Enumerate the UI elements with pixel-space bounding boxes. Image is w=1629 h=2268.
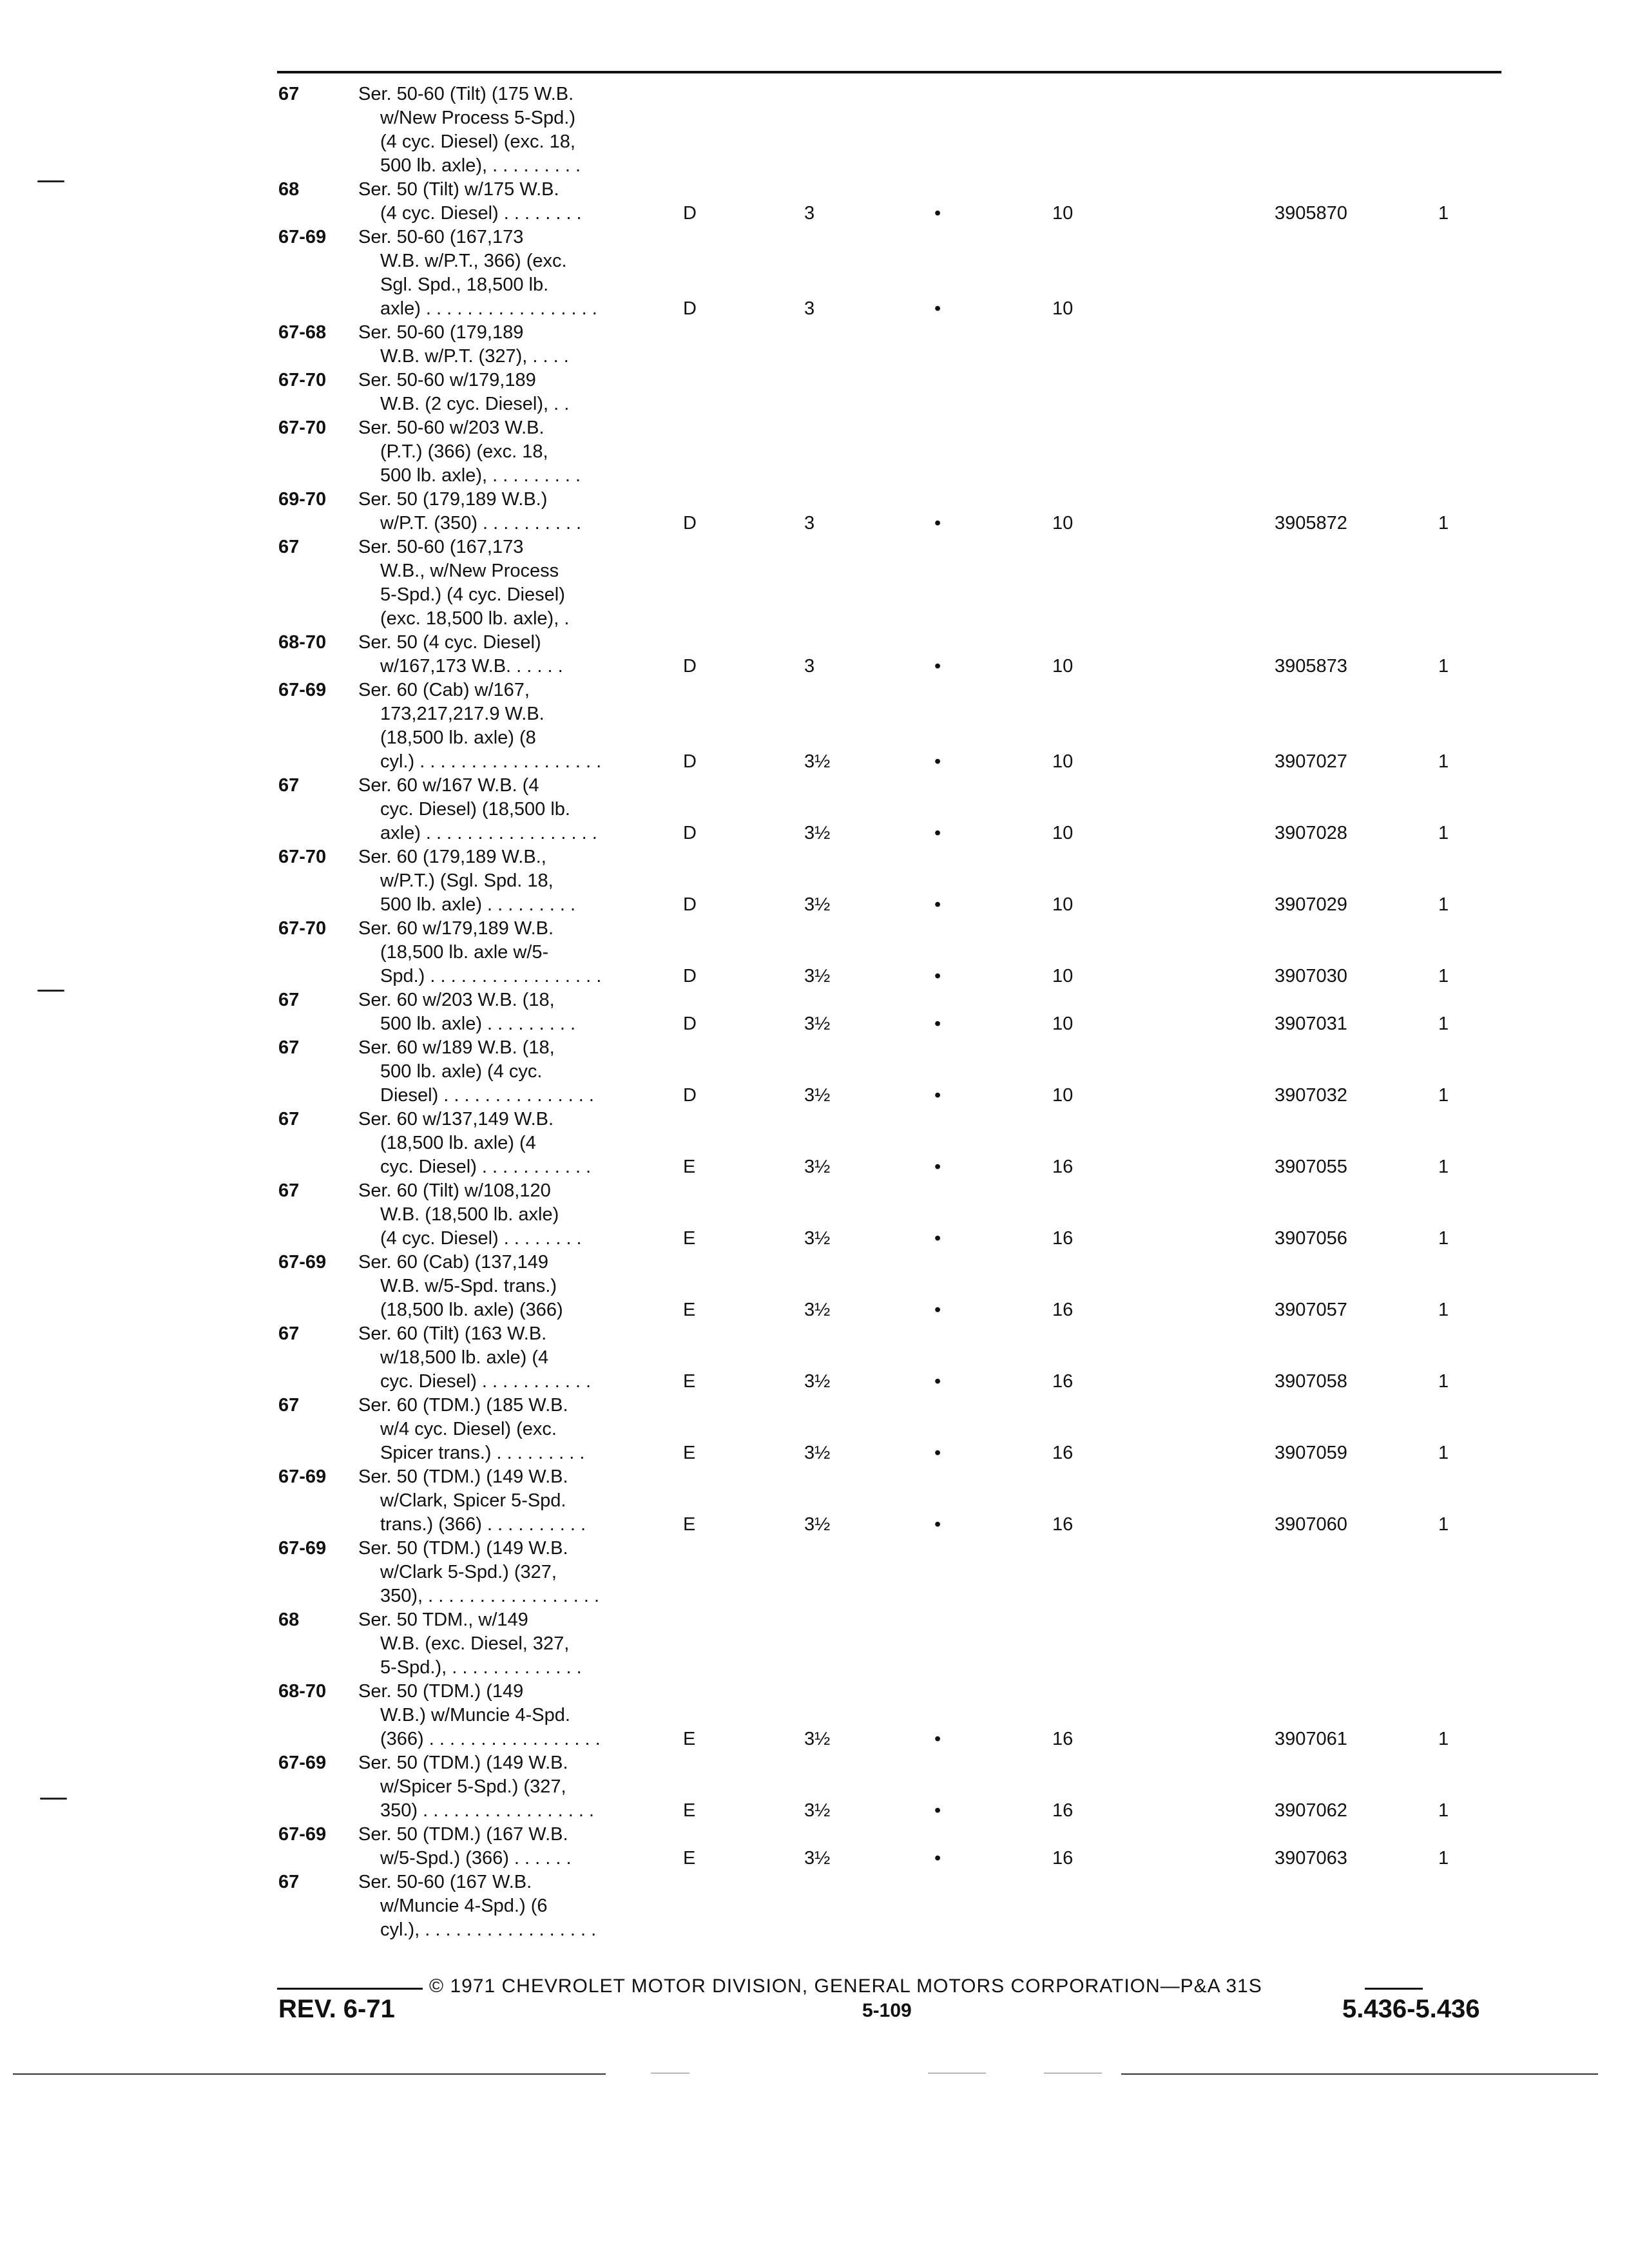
description-line: w/Clark 5-Spd.) (327, <box>380 1562 557 1582</box>
table-row <box>0 535 1629 631</box>
table-row <box>0 369 1629 416</box>
description-line: (4 cyc. Diesel) . . . . . . . . <box>380 1228 582 1249</box>
application-description <box>358 917 668 988</box>
description-line: cyc. Diesel) . . . . . . . . . . . <box>380 1371 592 1392</box>
description-line: (18,500 lb. axle w/5- <box>380 942 549 963</box>
size-cell: 3½ <box>804 1300 831 1320</box>
model-years: 68-70 <box>278 632 327 653</box>
model-cell: E <box>683 1228 696 1249</box>
model-years: 67 <box>278 1872 300 1892</box>
part-number-cell: 3907056 <box>1275 1228 1347 1249</box>
description-line: 5-Spd.), . . . . . . . . . . . . . <box>380 1657 582 1678</box>
table-row <box>0 1179 1629 1251</box>
part-number-cell: 3907029 <box>1275 894 1347 915</box>
description-line: Ser. 50 (TDM.) (149 W.B. <box>358 1753 568 1773</box>
description-line: Spd.) . . . . . . . . . . . . . . . . . <box>380 966 602 986</box>
description-line: Ser. 50 (TDM.) (167 W.B. <box>358 1824 568 1845</box>
application-description <box>358 1322 668 1394</box>
model-years: 67-70 <box>278 847 327 867</box>
mark-cell: • <box>934 1014 941 1034</box>
description-line: Ser. 50 (4 cyc. Diesel) <box>358 632 541 653</box>
model-cell: E <box>683 1800 696 1821</box>
bottom-rule <box>13 2073 606 2075</box>
quantity-cell: 1 <box>1438 823 1449 843</box>
description-line: axle) . . . . . . . . . . . . . . . . . <box>380 298 597 319</box>
quantity-cell: 1 <box>1438 1729 1449 1749</box>
description-line: W.B., w/New Process <box>380 561 559 581</box>
table-row <box>0 1322 1629 1394</box>
size-cell: 3½ <box>804 1800 831 1821</box>
description-line: Ser. 60 w/167 W.B. (4 <box>358 775 539 796</box>
description-line: W.B. (2 cyc. Diesel), . . <box>380 394 570 414</box>
quantity-cell: 1 <box>1438 656 1449 677</box>
model-years: 67 <box>278 537 300 557</box>
application-description <box>358 678 668 774</box>
quantity-cell: 1 <box>1438 1371 1449 1392</box>
table-row <box>0 1751 1629 1823</box>
application-description <box>358 1394 668 1465</box>
table-row <box>0 1394 1629 1465</box>
model-years: 67 <box>278 1109 300 1129</box>
punch-mark <box>40 1798 67 1800</box>
revision-date: REV. 6-71 <box>278 1995 395 2023</box>
application-description <box>358 369 668 416</box>
description-line: trans.) (366) . . . . . . . . . . <box>380 1514 586 1535</box>
punch-mark <box>37 990 64 992</box>
model-cell: E <box>683 1371 696 1392</box>
description-line: Ser. 50-60 (167,173 <box>358 227 524 247</box>
count-cell: 16 <box>1052 1800 1074 1821</box>
table-row <box>0 845 1629 917</box>
quantity-cell: 1 <box>1438 966 1449 986</box>
model-years: 67-68 <box>278 322 327 343</box>
mark-cell: • <box>934 1800 941 1821</box>
description-line: w/18,500 lb. axle) (4 <box>380 1347 549 1368</box>
model-years: 67-69 <box>278 1466 327 1487</box>
quantity-cell: 1 <box>1438 1800 1449 1821</box>
quantity-cell: 1 <box>1438 1228 1449 1249</box>
description-line: W.B. (exc. Diesel, 327, <box>380 1633 570 1654</box>
count-cell: 10 <box>1052 823 1074 843</box>
count-cell: 10 <box>1052 1014 1074 1034</box>
description-line: axle) . . . . . . . . . . . . . . . . . <box>380 823 597 843</box>
part-number-cell: 3907030 <box>1275 966 1347 986</box>
description-line: W.B. w/P.T. (327), . . . . <box>380 346 569 367</box>
quantity-cell: 1 <box>1438 513 1449 533</box>
description-line: w/P.T. (350) . . . . . . . . . . <box>380 513 582 533</box>
model-years: 67-69 <box>278 1538 327 1559</box>
model-years: 67-70 <box>278 918 327 939</box>
model-years: 67 <box>278 1037 300 1058</box>
description-line: 500 lb. axle) . . . . . . . . . <box>380 894 576 915</box>
table-row <box>0 774 1629 845</box>
size-cell: 3½ <box>804 1443 831 1463</box>
model-cell: D <box>683 513 697 533</box>
model-years: 67-69 <box>278 1753 327 1773</box>
mark-cell: • <box>934 894 941 915</box>
copyright-notice: © 1971 CHEVROLET MOTOR DIVISION, GENERAL MOTORS CORPORATION—P&A 31S <box>429 1975 1262 1997</box>
model-years: 68 <box>278 179 300 200</box>
table-row <box>0 321 1629 369</box>
size-cell: 3½ <box>804 1848 831 1869</box>
count-cell: 10 <box>1052 966 1074 986</box>
description-line: W.B. w/P.T., 366) (exc. <box>380 251 567 271</box>
model-years: 67-69 <box>278 227 327 247</box>
size-cell: 3½ <box>804 823 831 843</box>
model-cell: E <box>683 1157 696 1177</box>
description-line: 173,217,217.9 W.B. <box>380 704 545 724</box>
table-row <box>0 678 1629 774</box>
application-description <box>358 1036 668 1108</box>
part-number-cell: 3905870 <box>1275 203 1347 224</box>
description-line: W.B. w/5-Spd. trans.) <box>380 1276 557 1296</box>
table-row <box>0 178 1629 226</box>
quantity-cell: 1 <box>1438 203 1449 224</box>
application-description <box>358 321 668 369</box>
model-years: 68-70 <box>278 1681 327 1702</box>
part-number-cell: 3905872 <box>1275 513 1347 533</box>
table-row <box>0 1823 1629 1870</box>
model-years: 67-69 <box>278 1824 327 1845</box>
size-cell: 3½ <box>804 1014 831 1034</box>
size-cell: 3½ <box>804 894 831 915</box>
application-description <box>358 1680 668 1751</box>
description-line: 5-Spd.) (4 cyc. Diesel) <box>380 584 565 605</box>
description-line: W.B.) w/Muncie 4-Spd. <box>380 1705 570 1725</box>
application-description <box>358 226 668 321</box>
description-line: 500 lb. axle) (4 cyc. <box>380 1061 543 1082</box>
count-cell: 10 <box>1052 513 1074 533</box>
part-number-cell: 3907059 <box>1275 1443 1347 1463</box>
description-line: Ser. 50 (TDM.) (149 W.B. <box>358 1538 568 1559</box>
size-cell: 3 <box>804 513 815 533</box>
table-row <box>0 1251 1629 1322</box>
description-line: 350) . . . . . . . . . . . . . . . . . <box>380 1800 594 1821</box>
quantity-cell: 1 <box>1438 1085 1449 1106</box>
application-description <box>358 1823 668 1870</box>
description-line: Spicer trans.) . . . . . . . . . <box>380 1443 585 1463</box>
table-row <box>0 1608 1629 1680</box>
application-description <box>358 1465 668 1537</box>
model-years: 67-69 <box>278 680 327 700</box>
application-description <box>358 1608 668 1680</box>
description-line: 500 lb. axle) . . . . . . . . . <box>380 1014 576 1034</box>
punch-mark <box>37 180 64 182</box>
count-cell: 16 <box>1052 1443 1074 1463</box>
model-cell: D <box>683 298 697 319</box>
table-row <box>0 488 1629 535</box>
table-row <box>0 226 1629 321</box>
description-line: cyc. Diesel) . . . . . . . . . . . <box>380 1157 592 1177</box>
count-cell: 16 <box>1052 1157 1074 1177</box>
quantity-cell: 1 <box>1438 1848 1449 1869</box>
mark-cell: • <box>934 513 941 533</box>
description-line: Diesel) . . . . . . . . . . . . . . . <box>380 1085 594 1106</box>
size-cell: 3 <box>804 656 815 677</box>
description-line: Ser. 60 (Cab) (137,149 <box>358 1252 549 1273</box>
description-line: w/Muncie 4-Spd.) (6 <box>380 1896 548 1916</box>
model-years: 67 <box>278 84 300 104</box>
model-years: 67-70 <box>278 418 327 438</box>
model-cell: E <box>683 1729 696 1749</box>
application-description <box>358 1251 668 1322</box>
description-line: Ser. 50 TDM., w/149 <box>358 1610 528 1630</box>
model-years: 69-70 <box>278 489 327 510</box>
size-cell: 3½ <box>804 1157 831 1177</box>
mark-cell: • <box>934 1848 941 1869</box>
mark-cell: • <box>934 1729 941 1749</box>
table-row <box>0 1108 1629 1179</box>
quantity-cell: 1 <box>1438 1443 1449 1463</box>
size-cell: 3½ <box>804 1228 831 1249</box>
description-line: w/Spicer 5-Spd.) (327, <box>380 1776 566 1797</box>
size-cell: 3 <box>804 298 815 319</box>
description-line: 500 lb. axle), . . . . . . . . . <box>380 465 581 486</box>
description-line: Ser. 60 (Tilt) w/108,120 <box>358 1180 551 1201</box>
part-number-cell: 3907062 <box>1275 1800 1347 1821</box>
description-line: cyc. Diesel) (18,500 lb. <box>380 799 570 820</box>
application-description <box>358 178 668 226</box>
description-line: Ser. 60 (179,189 W.B., <box>358 847 546 867</box>
model-cell: E <box>683 1443 696 1463</box>
description-line: (18,500 lb. axle) (366) <box>380 1300 563 1320</box>
count-cell: 16 <box>1052 1228 1074 1249</box>
part-number-cell: 3905873 <box>1275 656 1347 677</box>
count-cell: 16 <box>1052 1371 1074 1392</box>
model-years: 67 <box>278 1180 300 1201</box>
mark-cell: • <box>934 1514 941 1535</box>
model-years: 67-70 <box>278 370 327 390</box>
mark-cell: • <box>934 298 941 319</box>
description-line: Ser. 50 (179,189 W.B.) <box>358 489 548 510</box>
table-row <box>0 1537 1629 1608</box>
table-row <box>0 1680 1629 1751</box>
footer-rule-right <box>1365 1988 1423 1990</box>
description-line: Sgl. Spd., 18,500 lb. <box>380 274 549 295</box>
mark-cell: • <box>934 1443 941 1463</box>
description-line: cyl.) . . . . . . . . . . . . . . . . . . <box>380 751 602 772</box>
part-number-cell: 3907031 <box>1275 1014 1347 1034</box>
mark-cell: • <box>934 823 941 843</box>
footer-rule-left <box>277 1988 423 1990</box>
model-cell: D <box>683 1085 697 1106</box>
application-description <box>358 1751 668 1823</box>
model-cell: D <box>683 751 697 772</box>
description-line: w/P.T.) (Sgl. Spd. 18, <box>380 870 554 891</box>
description-line: Ser. 50-60 w/203 W.B. <box>358 418 545 438</box>
count-cell: 10 <box>1052 894 1074 915</box>
table-row <box>0 82 1629 178</box>
description-line: w/5-Spd.) (366) . . . . . . <box>380 1848 572 1869</box>
quantity-cell: 1 <box>1438 894 1449 915</box>
section-number: 5.436-5.436 <box>1342 1995 1480 2023</box>
mark-cell: • <box>934 1371 941 1392</box>
application-description <box>358 774 668 845</box>
size-cell: 3½ <box>804 1371 831 1392</box>
description-line: (366) . . . . . . . . . . . . . . . . . <box>380 1729 601 1749</box>
description-line: 500 lb. axle), . . . . . . . . . <box>380 155 581 176</box>
count-cell: 10 <box>1052 203 1074 224</box>
size-cell: 3 <box>804 203 815 224</box>
part-number-cell: 3907061 <box>1275 1729 1347 1749</box>
description-line: Ser. 50 (TDM.) (149 <box>358 1681 524 1702</box>
description-line: Ser. 50-60 (167,173 <box>358 537 524 557</box>
quantity-cell: 1 <box>1438 1157 1449 1177</box>
mark-cell: • <box>934 656 941 677</box>
description-line: Ser. 50-60 (167 W.B. <box>358 1872 532 1892</box>
part-number-cell: 3907057 <box>1275 1300 1347 1320</box>
model-years: 67 <box>278 1323 300 1344</box>
model-cell: D <box>683 1014 697 1034</box>
table-row <box>0 1465 1629 1537</box>
application-description <box>358 845 668 917</box>
page-number: 5-109 <box>862 2000 912 2021</box>
model-years: 68 <box>278 1610 300 1630</box>
mark-cell: • <box>934 966 941 986</box>
description-line: Ser. 50-60 (179,189 <box>358 322 524 343</box>
mark-cell: • <box>934 203 941 224</box>
application-description <box>358 988 668 1036</box>
description-line: 350), . . . . . . . . . . . . . . . . . <box>380 1586 600 1606</box>
application-description <box>358 82 668 178</box>
description-line: w/4 cyc. Diesel) (exc. <box>380 1419 557 1439</box>
description-line: w/New Process 5-Spd.) <box>380 108 575 128</box>
description-line: (4 cyc. Diesel) (exc. 18, <box>380 131 575 152</box>
count-cell: 10 <box>1052 298 1074 319</box>
application-description <box>358 1179 668 1251</box>
size-cell: 3½ <box>804 751 831 772</box>
size-cell: 3½ <box>804 1514 831 1535</box>
model-cell: D <box>683 656 697 677</box>
table-row <box>0 988 1629 1036</box>
description-line: Ser. 60 w/189 W.B. (18, <box>358 1037 555 1058</box>
description-line: Ser. 50-60 (Tilt) (175 W.B. <box>358 84 574 104</box>
description-line: (18,500 lb. axle) (8 <box>380 727 536 748</box>
description-line: w/167,173 W.B. . . . . . <box>380 656 563 677</box>
size-cell: 3½ <box>804 966 831 986</box>
description-line: Ser. 60 w/179,189 W.B. <box>358 918 554 939</box>
table-row <box>0 917 1629 988</box>
bottom-rule <box>1121 2073 1598 2075</box>
size-cell: 3½ <box>804 1085 831 1106</box>
application-description <box>358 535 668 631</box>
description-line: Ser. 50 (Tilt) w/175 W.B. <box>358 179 559 200</box>
model-cell: D <box>683 894 697 915</box>
description-line: cyl.), . . . . . . . . . . . . . . . . . <box>380 1919 597 1940</box>
model-years: 67 <box>278 1395 300 1416</box>
mark-cell: • <box>934 1157 941 1177</box>
part-number-cell: 3907058 <box>1275 1371 1347 1392</box>
description-line: Ser. 60 (Cab) w/167, <box>358 680 530 700</box>
description-line: Ser. 50-60 w/179,189 <box>358 370 536 390</box>
table-row <box>0 631 1629 678</box>
quantity-cell: 1 <box>1438 751 1449 772</box>
model-years: 67-69 <box>278 1252 327 1273</box>
quantity-cell: 1 <box>1438 1014 1449 1034</box>
mark-cell: • <box>934 1228 941 1249</box>
description-line: Ser. 60 w/137,149 W.B. <box>358 1109 554 1129</box>
table-row <box>0 1870 1629 1942</box>
description-line: (P.T.) (366) (exc. 18, <box>380 441 548 462</box>
mark-cell: • <box>934 751 941 772</box>
count-cell: 16 <box>1052 1514 1074 1535</box>
count-cell: 16 <box>1052 1729 1074 1749</box>
model-cell: E <box>683 1514 696 1535</box>
description-line: (18,500 lb. axle) (4 <box>380 1133 536 1153</box>
part-number-cell: 3907027 <box>1275 751 1347 772</box>
part-number-cell: 3907060 <box>1275 1514 1347 1535</box>
description-line: (exc. 18,500 lb. axle), . <box>380 608 570 629</box>
application-description <box>358 416 668 488</box>
table-row <box>0 416 1629 488</box>
description-line: Ser. 60 w/203 W.B. (18, <box>358 990 555 1010</box>
table-row <box>0 1036 1629 1108</box>
quantity-cell: 1 <box>1438 1514 1449 1535</box>
application-description <box>358 1870 668 1942</box>
model-years: 67 <box>278 775 300 796</box>
application-description <box>358 488 668 535</box>
count-cell: 10 <box>1052 1085 1074 1106</box>
application-description <box>358 1537 668 1608</box>
model-years: 67 <box>278 990 300 1010</box>
part-number-cell: 3907028 <box>1275 823 1347 843</box>
description-line: w/Clark, Spicer 5-Spd. <box>380 1490 566 1511</box>
model-cell: D <box>683 966 697 986</box>
quantity-cell: 1 <box>1438 1300 1449 1320</box>
description-line: Ser. 60 (Tilt) (163 W.B. <box>358 1323 547 1344</box>
mark-cell: • <box>934 1300 941 1320</box>
part-number-cell: 3907032 <box>1275 1085 1347 1106</box>
part-number-cell: 3907063 <box>1275 1848 1347 1869</box>
count-cell: 10 <box>1052 751 1074 772</box>
description-line: W.B. (18,500 lb. axle) <box>380 1204 559 1225</box>
model-cell: E <box>683 1848 696 1869</box>
description-line: Ser. 50 (TDM.) (149 W.B. <box>358 1466 568 1487</box>
count-cell: 16 <box>1052 1300 1074 1320</box>
part-number-cell: 3907055 <box>1275 1157 1347 1177</box>
description-line: (4 cyc. Diesel) . . . . . . . . <box>380 203 582 224</box>
size-cell: 3½ <box>804 1729 831 1749</box>
application-description <box>358 1108 668 1179</box>
application-description <box>358 631 668 678</box>
count-cell: 16 <box>1052 1848 1074 1869</box>
model-cell: D <box>683 203 697 224</box>
mark-cell: • <box>934 1085 941 1106</box>
count-cell: 10 <box>1052 656 1074 677</box>
model-cell: E <box>683 1300 696 1320</box>
description-line: Ser. 60 (TDM.) (185 W.B. <box>358 1395 568 1416</box>
model-cell: D <box>683 823 697 843</box>
